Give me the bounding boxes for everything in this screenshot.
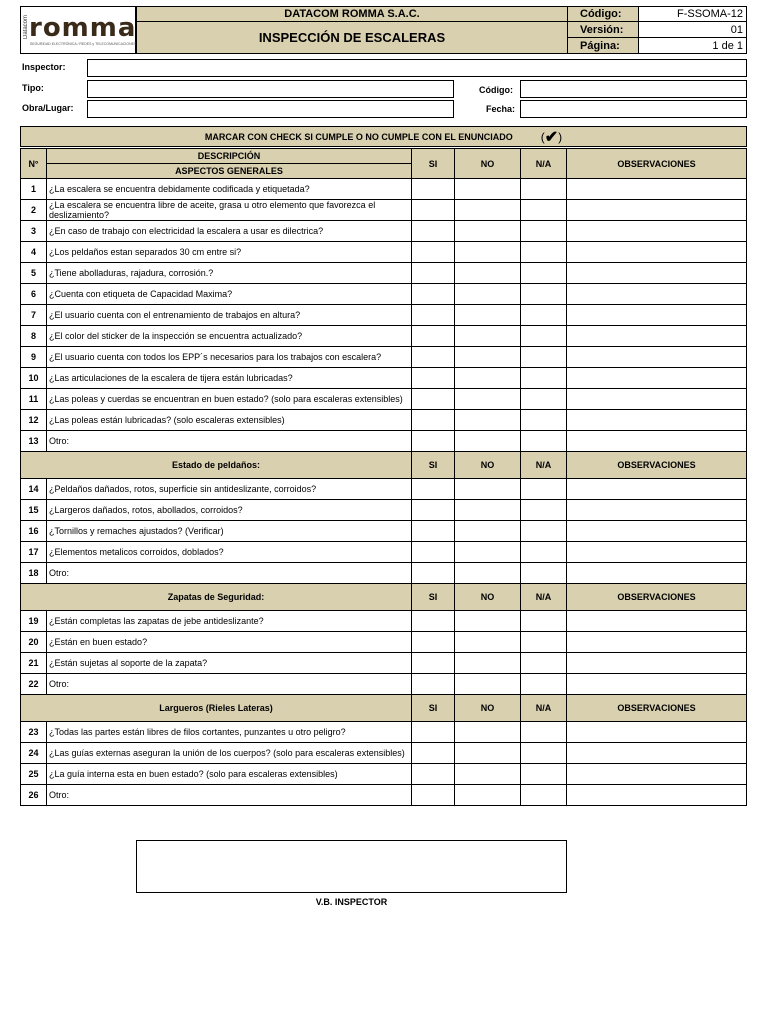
item-description: ¿La escalera se encuentra debidamente codificada y etiquetada? [46,178,412,200]
no-checkbox-cell[interactable] [454,325,521,347]
si-checkbox-cell[interactable] [411,520,455,542]
na-checkbox-cell[interactable] [520,499,567,521]
observaciones-cell[interactable] [566,562,747,584]
item-description: ¿Tiene abolladuras, rajadura, corrosión.? [46,262,412,284]
no-checkbox-cell[interactable] [454,199,521,221]
item-description: ¿El color del sticker de la inspección se encuentra actualizado? [46,325,412,347]
col-header-no: NO [454,451,521,479]
observaciones-cell[interactable] [566,283,747,305]
item-number: 25 [20,763,47,785]
item-number: 21 [20,652,47,674]
na-checkbox-cell[interactable] [520,367,567,389]
section-title: ASPECTOS GENERALES [175,166,283,176]
observaciones-cell[interactable] [566,673,747,695]
na-checkbox-cell[interactable] [520,610,567,632]
col-header-observaciones: OBSERVACIONES [566,148,747,179]
no-checkbox-cell[interactable] [454,742,521,764]
na-checkbox-cell[interactable] [520,520,567,542]
no-checkbox-cell[interactable] [454,499,521,521]
item-description: ¿Cuenta con etiqueta de Capacidad Maxima? [46,283,412,305]
si-checkbox-cell[interactable] [411,742,455,764]
si-checkbox-cell[interactable] [411,262,455,284]
col-header-observaciones: OBSERVACIONES [566,451,747,479]
item-description: ¿Están completas las zapatas de jebe antideslizante? [46,610,412,632]
signature-label: V.B. INSPECTOR [315,897,388,907]
item-description: ¿Las guías externas aseguran la unión de los cuerpos? (solo para escaleras extensibles) [46,742,412,764]
check-close: ) [558,129,563,144]
item-description: Otro: [46,562,412,584]
item-number: 3 [20,220,47,242]
no-checkbox-cell[interactable] [454,541,521,563]
si-checkbox-cell[interactable] [411,721,455,743]
item-description: ¿La escalera se encuentra libre de aceite, grasa u otro elemento que favorezca el deslizamiento? [46,199,412,221]
item-number: 6 [20,283,47,305]
check-open: ( [540,129,545,144]
col-header-na: N/A [520,148,567,179]
si-checkbox-cell[interactable] [411,763,455,785]
observaciones-cell[interactable] [566,631,747,653]
item-number: 20 [20,631,47,653]
na-checkbox-cell[interactable] [520,178,567,200]
item-description: Otro: [46,673,412,695]
observaciones-cell[interactable] [566,610,747,632]
codigo-field-label: Código: [479,85,513,95]
no-checkbox-cell[interactable] [454,367,521,389]
si-checkbox-cell[interactable] [411,631,455,653]
pagina-label: Página: [567,37,639,54]
col-header-si: SI [411,148,455,179]
col-header-observaciones: OBSERVACIONES [566,583,747,611]
no-checkbox-cell[interactable] [454,478,521,500]
item-description: ¿Las poleas están lubricadas? (solo escaleras extensibles) [46,409,412,431]
codigo-input[interactable] [520,80,747,98]
item-number: 26 [20,784,47,806]
si-checkbox-cell[interactable] [411,478,455,500]
observaciones-cell[interactable] [566,430,747,452]
na-checkbox-cell[interactable] [520,199,567,221]
col-header-no: NO [454,583,521,611]
item-description: ¿La guía interna esta en buen estado? (solo para escaleras extensibles) [46,763,412,785]
item-description: ¿Están sujetas al soporte de la zapata? [46,652,412,674]
observaciones-cell[interactable] [566,763,747,785]
na-checkbox-cell[interactable] [520,673,567,695]
na-checkbox-cell[interactable] [520,763,567,785]
observaciones-cell[interactable] [566,346,747,368]
codigo-value: F-SSOMA-12 [638,6,747,22]
item-number: 11 [20,388,47,410]
si-checkbox-cell[interactable] [411,562,455,584]
no-checkbox-cell[interactable] [454,430,521,452]
no-checkbox-cell[interactable] [454,784,521,806]
si-checkbox-cell[interactable] [411,409,455,431]
no-checkbox-cell[interactable] [454,220,521,242]
item-number: 24 [20,742,47,764]
si-checkbox-cell[interactable] [411,610,455,632]
no-checkbox-cell[interactable] [454,262,521,284]
obra-input[interactable] [87,100,454,118]
item-description: Otro: [46,430,412,452]
observaciones-cell[interactable] [566,388,747,410]
na-checkbox-cell[interactable] [520,325,567,347]
item-number: 5 [20,262,47,284]
item-number: 18 [20,562,47,584]
na-checkbox-cell[interactable] [520,304,567,326]
observaciones-cell[interactable] [566,478,747,500]
si-checkbox-cell[interactable] [411,367,455,389]
observaciones-cell[interactable] [566,520,747,542]
section-title: Largueros (Rieles Lateras) [20,694,412,722]
instruction-bar [20,126,747,147]
item-description: ¿Los peldaños estan separados 30 cm entre si? [46,241,412,263]
na-checkbox-cell[interactable] [520,784,567,806]
item-description: ¿Elementos metalicos corroidos, doblados? [46,541,412,563]
item-number: 4 [20,241,47,263]
na-checkbox-cell[interactable] [520,409,567,431]
si-checkbox-cell[interactable] [411,178,455,200]
observaciones-cell[interactable] [566,499,747,521]
item-description: ¿Largeros dañados, rotos, abollados, corroidos? [46,499,412,521]
tipo-input[interactable] [87,80,454,98]
description-title: DESCRIPCIÓN [47,149,411,164]
no-checkbox-cell[interactable] [454,610,521,632]
item-number: 2 [20,199,47,221]
no-checkbox-cell[interactable] [454,346,521,368]
observaciones-cell[interactable] [566,199,747,221]
no-checkbox-cell[interactable] [454,388,521,410]
form-title: INSPECCIÓN DE ESCALERAS [136,21,568,54]
col-header-si: SI [411,694,455,722]
observaciones-cell[interactable] [566,262,747,284]
si-checkbox-cell[interactable] [411,784,455,806]
no-checkbox-cell[interactable] [454,283,521,305]
item-description: ¿Las poleas y cuerdas se encuentran en buen estado? (solo para escaleras extensibles) [46,388,412,410]
inspector-label: Inspector: [22,62,66,72]
item-description: ¿Tornillos y remaches ajustados? (Verificar) [46,520,412,542]
si-checkbox-cell[interactable] [411,541,455,563]
col-header-description [46,148,412,179]
item-description: ¿Peldaños dañados, rotos, superficie sin antideslizante, corroidos? [46,478,412,500]
observaciones-cell[interactable] [566,220,747,242]
no-checkbox-cell[interactable] [454,178,521,200]
no-checkbox-cell[interactable] [454,241,521,263]
observaciones-cell[interactable] [566,721,747,743]
no-checkbox-cell[interactable] [454,763,521,785]
na-checkbox-cell[interactable] [520,652,567,674]
col-header-no: NO [454,148,521,179]
item-description: ¿Están en buen estado? [46,631,412,653]
na-checkbox-cell[interactable] [520,562,567,584]
no-checkbox-cell[interactable] [454,409,521,431]
item-number: 17 [20,541,47,563]
observaciones-cell[interactable] [566,541,747,563]
col-header-na: N/A [520,583,567,611]
signature-box[interactable] [136,840,567,893]
item-number: 22 [20,673,47,695]
na-checkbox-cell[interactable] [520,430,567,452]
si-checkbox-cell[interactable] [411,673,455,695]
observaciones-cell[interactable] [566,784,747,806]
na-checkbox-cell[interactable] [520,478,567,500]
section-title: Estado de peldaños: [20,451,412,479]
item-number: 12 [20,409,47,431]
na-checkbox-cell[interactable] [520,283,567,305]
item-number: 16 [20,520,47,542]
obra-label: Obra/Lugar: [22,103,74,113]
observaciones-cell[interactable] [566,325,747,347]
si-checkbox-cell[interactable] [411,283,455,305]
item-number: 14 [20,478,47,500]
observaciones-cell[interactable] [566,652,747,674]
na-checkbox-cell[interactable] [520,541,567,563]
logo-vertical-text: Datacom [23,15,29,40]
company-logo [20,6,136,54]
observaciones-cell[interactable] [566,742,747,764]
na-checkbox-cell[interactable] [520,742,567,764]
no-checkbox-cell[interactable] [454,304,521,326]
codigo-label: Código: [567,6,639,22]
section-title: Zapatas de Seguridad: [20,583,412,611]
company-name: DATACOM ROMMA S.A.C. [136,6,568,22]
logo-wordmark: romma [29,13,137,43]
observaciones-cell[interactable] [566,409,747,431]
fecha-label: Fecha: [486,104,516,114]
item-number: 10 [20,367,47,389]
na-checkbox-cell[interactable] [520,388,567,410]
no-checkbox-cell[interactable] [454,652,521,674]
item-description: Otro: [46,784,412,806]
inspector-input[interactable] [87,59,747,77]
no-checkbox-cell[interactable] [454,721,521,743]
no-checkbox-cell[interactable] [454,673,521,695]
item-description: ¿Todas las partes están libres de filos cortantes, punzantes u otro peligro? [46,721,412,743]
no-checkbox-cell[interactable] [454,631,521,653]
na-checkbox-cell[interactable] [520,346,567,368]
no-checkbox-cell[interactable] [454,520,521,542]
col-header-observaciones: OBSERVACIONES [566,694,747,722]
si-checkbox-cell[interactable] [411,199,455,221]
si-checkbox-cell[interactable] [411,325,455,347]
fecha-input[interactable] [520,100,747,118]
item-number: 1 [20,178,47,200]
item-number: 8 [20,325,47,347]
version-value: 01 [638,21,747,38]
item-number: 13 [20,430,47,452]
logo-tagline: SEGURIDAD ELECTRÓNICA / REDES y TELECOMUNICACIONES [30,42,137,46]
na-checkbox-cell[interactable] [520,262,567,284]
item-number: 15 [20,499,47,521]
no-checkbox-cell[interactable] [454,562,521,584]
observaciones-cell[interactable] [566,241,747,263]
col-header-n: N° [20,148,47,179]
version-label: Versión: [567,21,639,38]
na-checkbox-cell[interactable] [520,721,567,743]
check-icon: ✔ [544,128,559,146]
na-checkbox-cell[interactable] [520,241,567,263]
na-checkbox-cell[interactable] [520,220,567,242]
si-checkbox-cell[interactable] [411,346,455,368]
item-number: 9 [20,346,47,368]
instruction-text: MARCAR CON CHECK SI CUMPLE O NO CUMPLE CON EL ENUNCIADO [204,131,513,142]
col-header-si: SI [411,451,455,479]
item-description: ¿Las articulaciones de la escalera de tijera están lubricadas? [46,367,412,389]
observaciones-cell[interactable] [566,178,747,200]
item-number: 19 [20,610,47,632]
si-checkbox-cell[interactable] [411,304,455,326]
item-number: 23 [20,721,47,743]
si-checkbox-cell[interactable] [411,241,455,263]
item-description: ¿En caso de trabajo con electricidad la escalera a usar es dilectrica? [46,220,412,242]
si-checkbox-cell[interactable] [411,388,455,410]
si-checkbox-cell[interactable] [411,220,455,242]
observaciones-cell[interactable] [566,304,747,326]
item-description: ¿El usuario cuenta con el entrenamiento de trabajos en altura? [46,304,412,326]
item-description: ¿El usuario cuenta con todos los EPP´s necesarios para los trabajos con escalera? [46,346,412,368]
si-checkbox-cell[interactable] [411,652,455,674]
observaciones-cell[interactable] [566,367,747,389]
pagina-value: 1 de 1 [638,37,747,54]
col-header-na: N/A [520,694,567,722]
si-checkbox-cell[interactable] [411,430,455,452]
col-header-no: NO [454,694,521,722]
item-number: 7 [20,304,47,326]
col-header-si: SI [411,583,455,611]
tipo-label: Tipo: [22,83,44,93]
col-header-na: N/A [520,451,567,479]
na-checkbox-cell[interactable] [520,631,567,653]
si-checkbox-cell[interactable] [411,499,455,521]
